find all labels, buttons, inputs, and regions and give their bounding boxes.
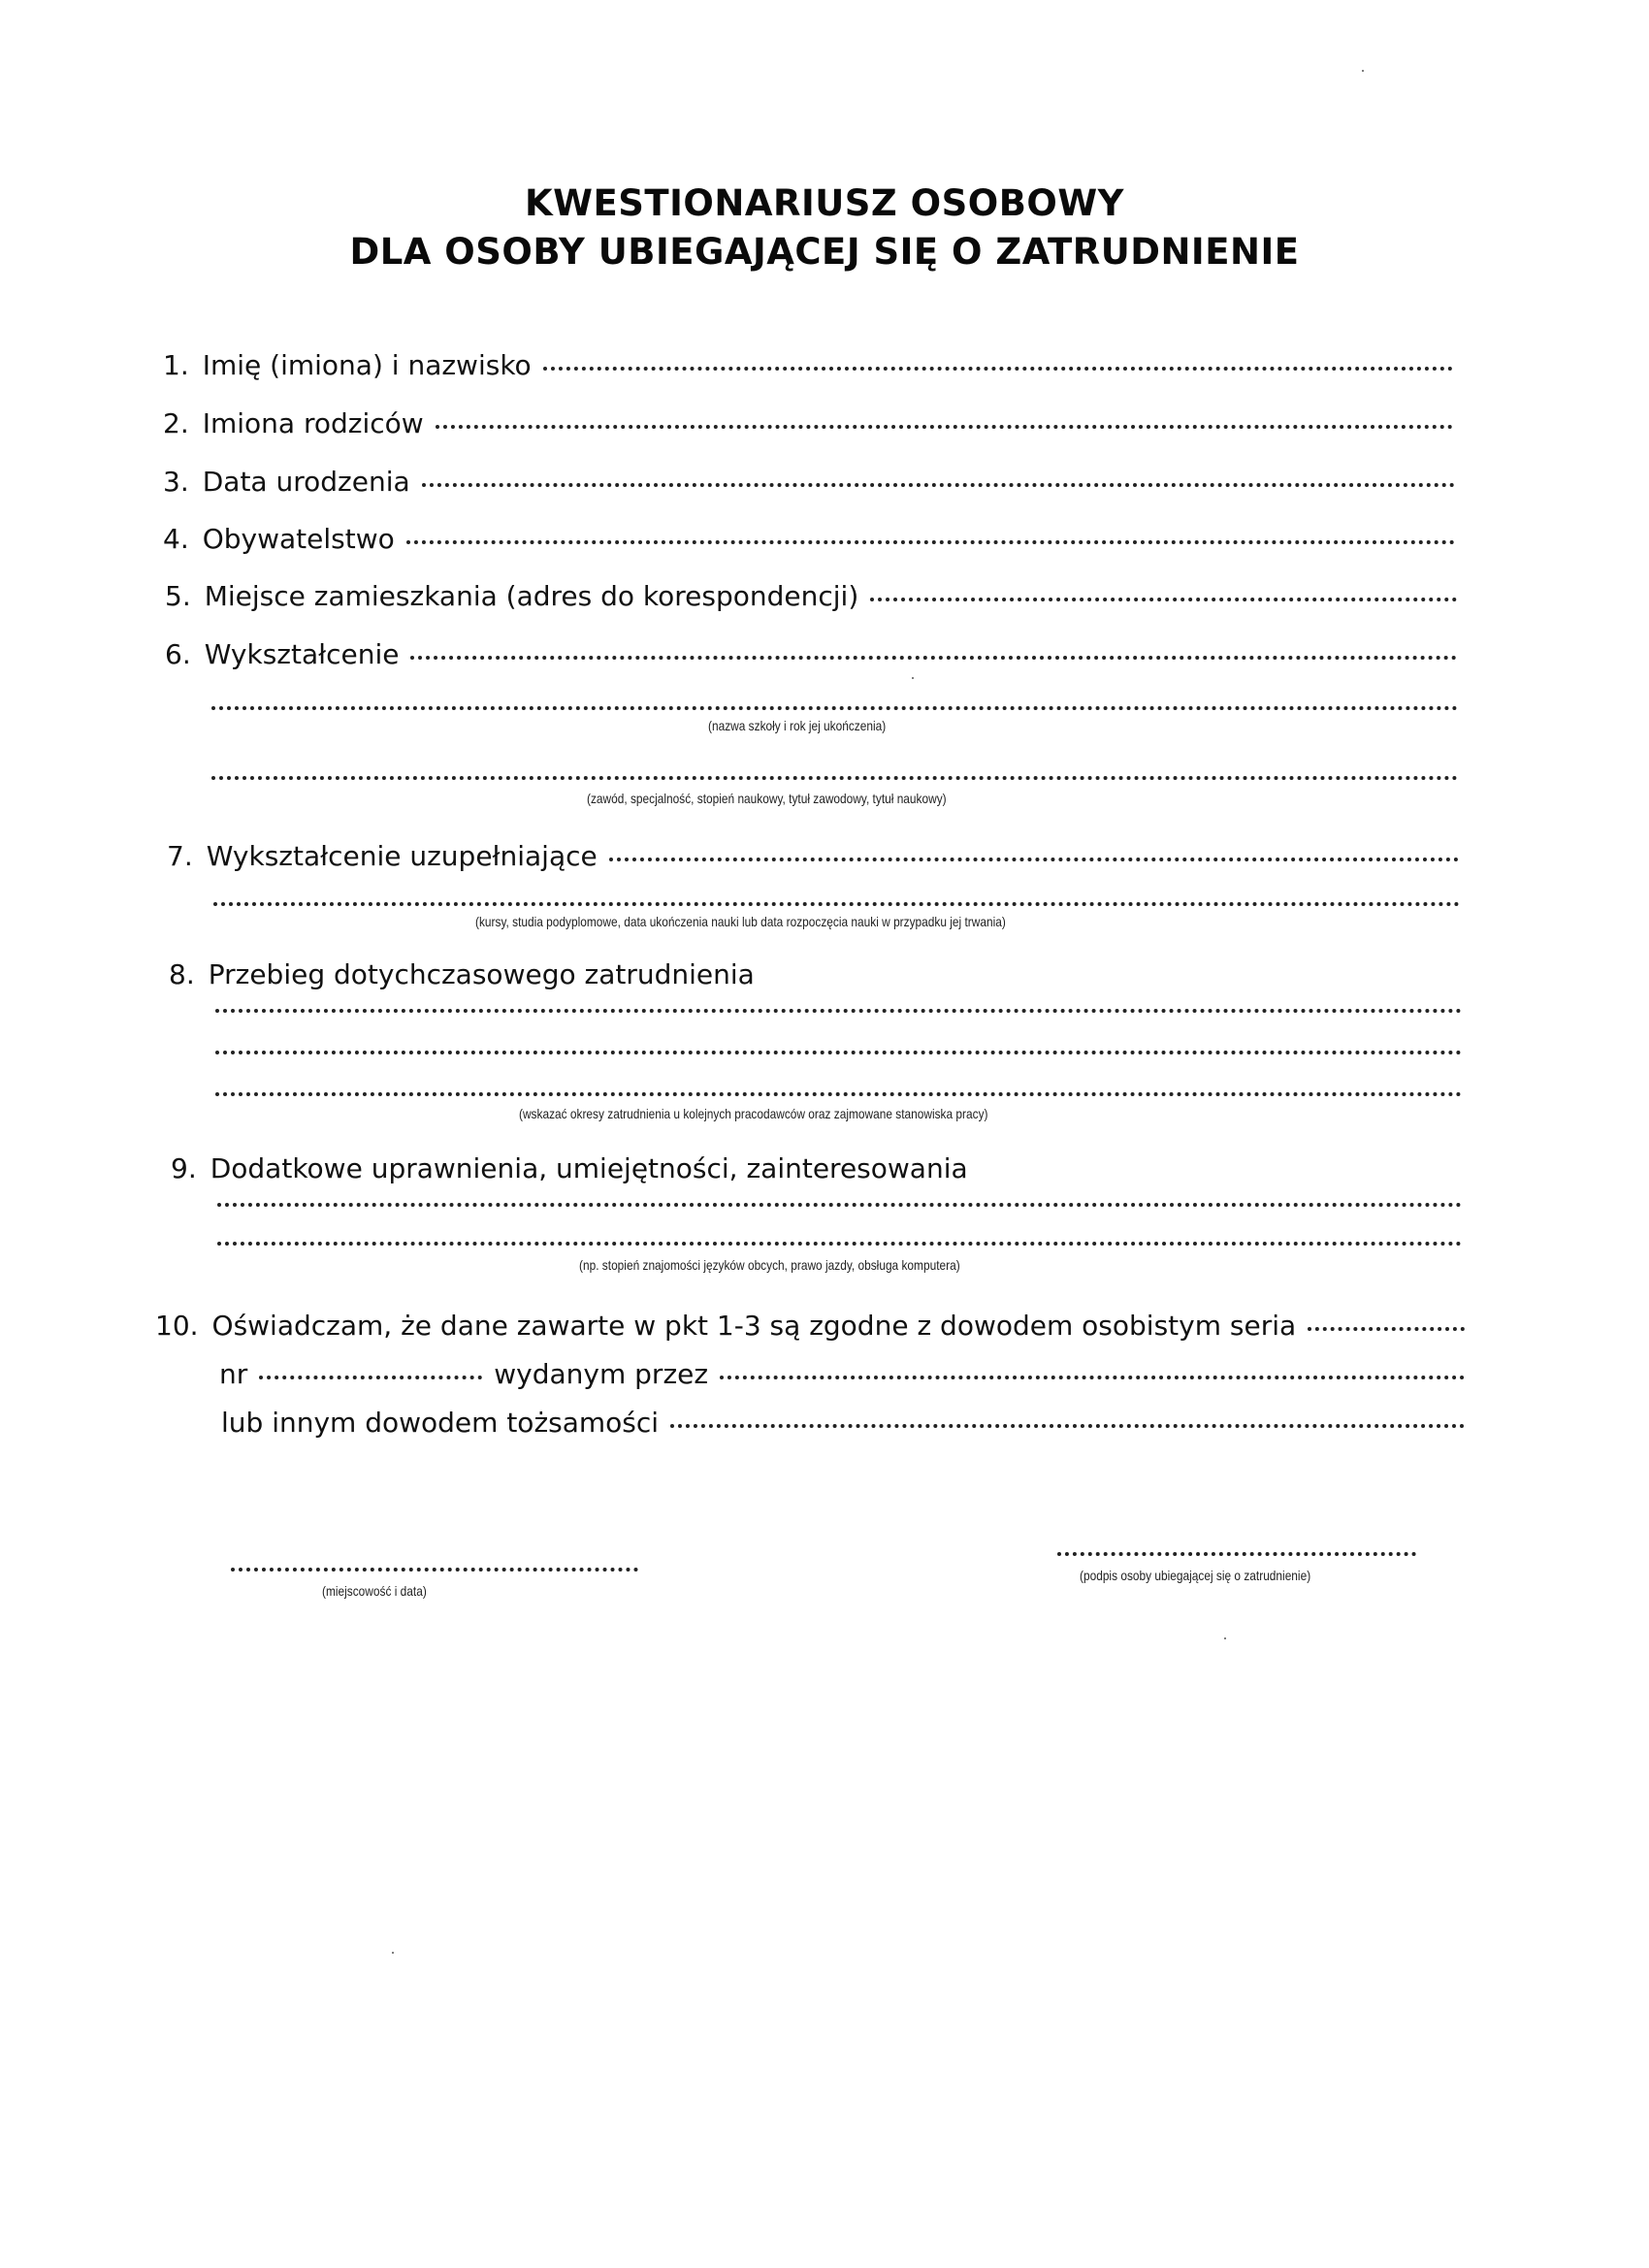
field-education[interactable] <box>165 638 1457 670</box>
scan-speck <box>1362 70 1364 72</box>
fill-line[interactable] <box>870 598 1457 601</box>
scan-speck <box>912 677 914 679</box>
signature-line[interactable] <box>1057 1552 1416 1556</box>
item-number: 5. <box>165 580 191 612</box>
field-label: Miejsce zamieszkania (adres do korespondencji) <box>204 580 859 612</box>
item-number: 1. <box>163 349 189 381</box>
field-address[interactable] <box>165 580 1457 612</box>
item-number: 9. <box>171 1152 197 1184</box>
id-series-fill-line[interactable] <box>1308 1327 1465 1331</box>
fill-line[interactable] <box>410 656 1457 660</box>
hint-skills: (np. stopień znajomości języków obcych, prawo jazdy, obsługa komputera) <box>579 1257 960 1273</box>
item-number: 6. <box>165 638 191 670</box>
field-citizenship[interactable] <box>163 523 1455 555</box>
employment-line-1[interactable] <box>215 1009 1462 1013</box>
other-id-label: lub innym dowodem tożsamości <box>221 1407 660 1439</box>
other-id-fill-line[interactable] <box>670 1424 1465 1428</box>
field-parents-names[interactable] <box>163 407 1453 439</box>
field-label: Imiona rodziców <box>202 407 424 439</box>
field-label: Wykształcenie <box>204 638 400 670</box>
field-supplementary-education[interactable] <box>167 840 1459 872</box>
employment-line-2[interactable] <box>215 1051 1462 1054</box>
item-number: 10. <box>155 1310 199 1342</box>
id-number-fill-line[interactable] <box>259 1376 482 1379</box>
field-label: Imię (imiona) i nazwisko <box>202 349 532 381</box>
field-skills <box>171 1152 1461 1184</box>
hint-school: (nazwa szkoły i rok jej ukończenia) <box>708 718 887 733</box>
item-number: 8. <box>169 958 195 990</box>
issued-by-label: wydanym przez <box>494 1358 709 1390</box>
hint-employment: (wskazać okresy zatrudnienia u kolejnych pracodawców oraz zajmowane stanowiska pracy) <box>519 1106 988 1121</box>
fill-line[interactable] <box>543 367 1453 371</box>
hint-place-date: (miejscowość i data) <box>322 1583 427 1599</box>
field-employment-history <box>169 958 1459 990</box>
fill-line[interactable] <box>422 483 1455 487</box>
scan-speck <box>392 1952 394 1954</box>
item-number: 7. <box>167 840 193 872</box>
field-label: Data urodzenia <box>202 466 410 498</box>
skills-line-1[interactable] <box>217 1203 1462 1207</box>
issued-by-fill-line[interactable] <box>720 1376 1465 1379</box>
education-school-line[interactable] <box>211 706 1458 710</box>
item-number: 2. <box>163 407 189 439</box>
field-label: Przebieg dotychczasowego zatrudnienia <box>208 958 755 990</box>
field-label: Wykształcenie uzupełniające <box>206 840 598 872</box>
hint-profession: (zawód, specjalność, stopień naukowy, tytuł zawodowy, tytuł naukowy) <box>587 791 947 806</box>
place-date-line[interactable] <box>231 1568 638 1571</box>
fill-line[interactable] <box>436 425 1453 429</box>
skills-line-2[interactable] <box>217 1242 1462 1246</box>
field-label: Oświadczam, że dane zawarte w pkt 1-3 są zgodne z dowodem osobistym seria <box>211 1310 1297 1342</box>
education-profession-line[interactable] <box>211 776 1458 780</box>
supplementary-education-line[interactable] <box>213 902 1460 906</box>
hint-supplementary: (kursy, studia podyplomowe, data ukończenia nauki lub data rozpoczęcia nauki w przypadku jej trwania) <box>475 914 1006 929</box>
field-label: Obywatelstwo <box>202 523 395 555</box>
employment-line-3[interactable] <box>215 1092 1462 1096</box>
fill-line[interactable] <box>609 858 1459 861</box>
fill-line[interactable] <box>406 540 1455 544</box>
field-declaration-series[interactable] <box>155 1310 1465 1342</box>
item-number: 3. <box>163 466 189 498</box>
scan-speck <box>1224 1637 1226 1639</box>
item-number: 4. <box>163 523 189 555</box>
field-name[interactable] <box>163 349 1453 381</box>
form-title-line-1: KWESTIONARIUSZ OSOBOWY <box>525 182 1124 224</box>
id-number-label: nr <box>219 1358 248 1390</box>
field-declaration-number[interactable] <box>219 1358 1465 1390</box>
field-declaration-other-id[interactable] <box>221 1407 1465 1439</box>
field-label: Dodatkowe uprawnienia, umiejętności, zainteresowania <box>210 1152 968 1184</box>
field-birth-date[interactable] <box>163 466 1455 498</box>
form-title-line-2: DLA OSOBY UBIEGAJĄCEJ SIĘ O ZATRUDNIENIE <box>349 231 1300 273</box>
hint-signature: (podpis osoby ubiegającej się o zatrudnienie) <box>1080 1568 1311 1583</box>
